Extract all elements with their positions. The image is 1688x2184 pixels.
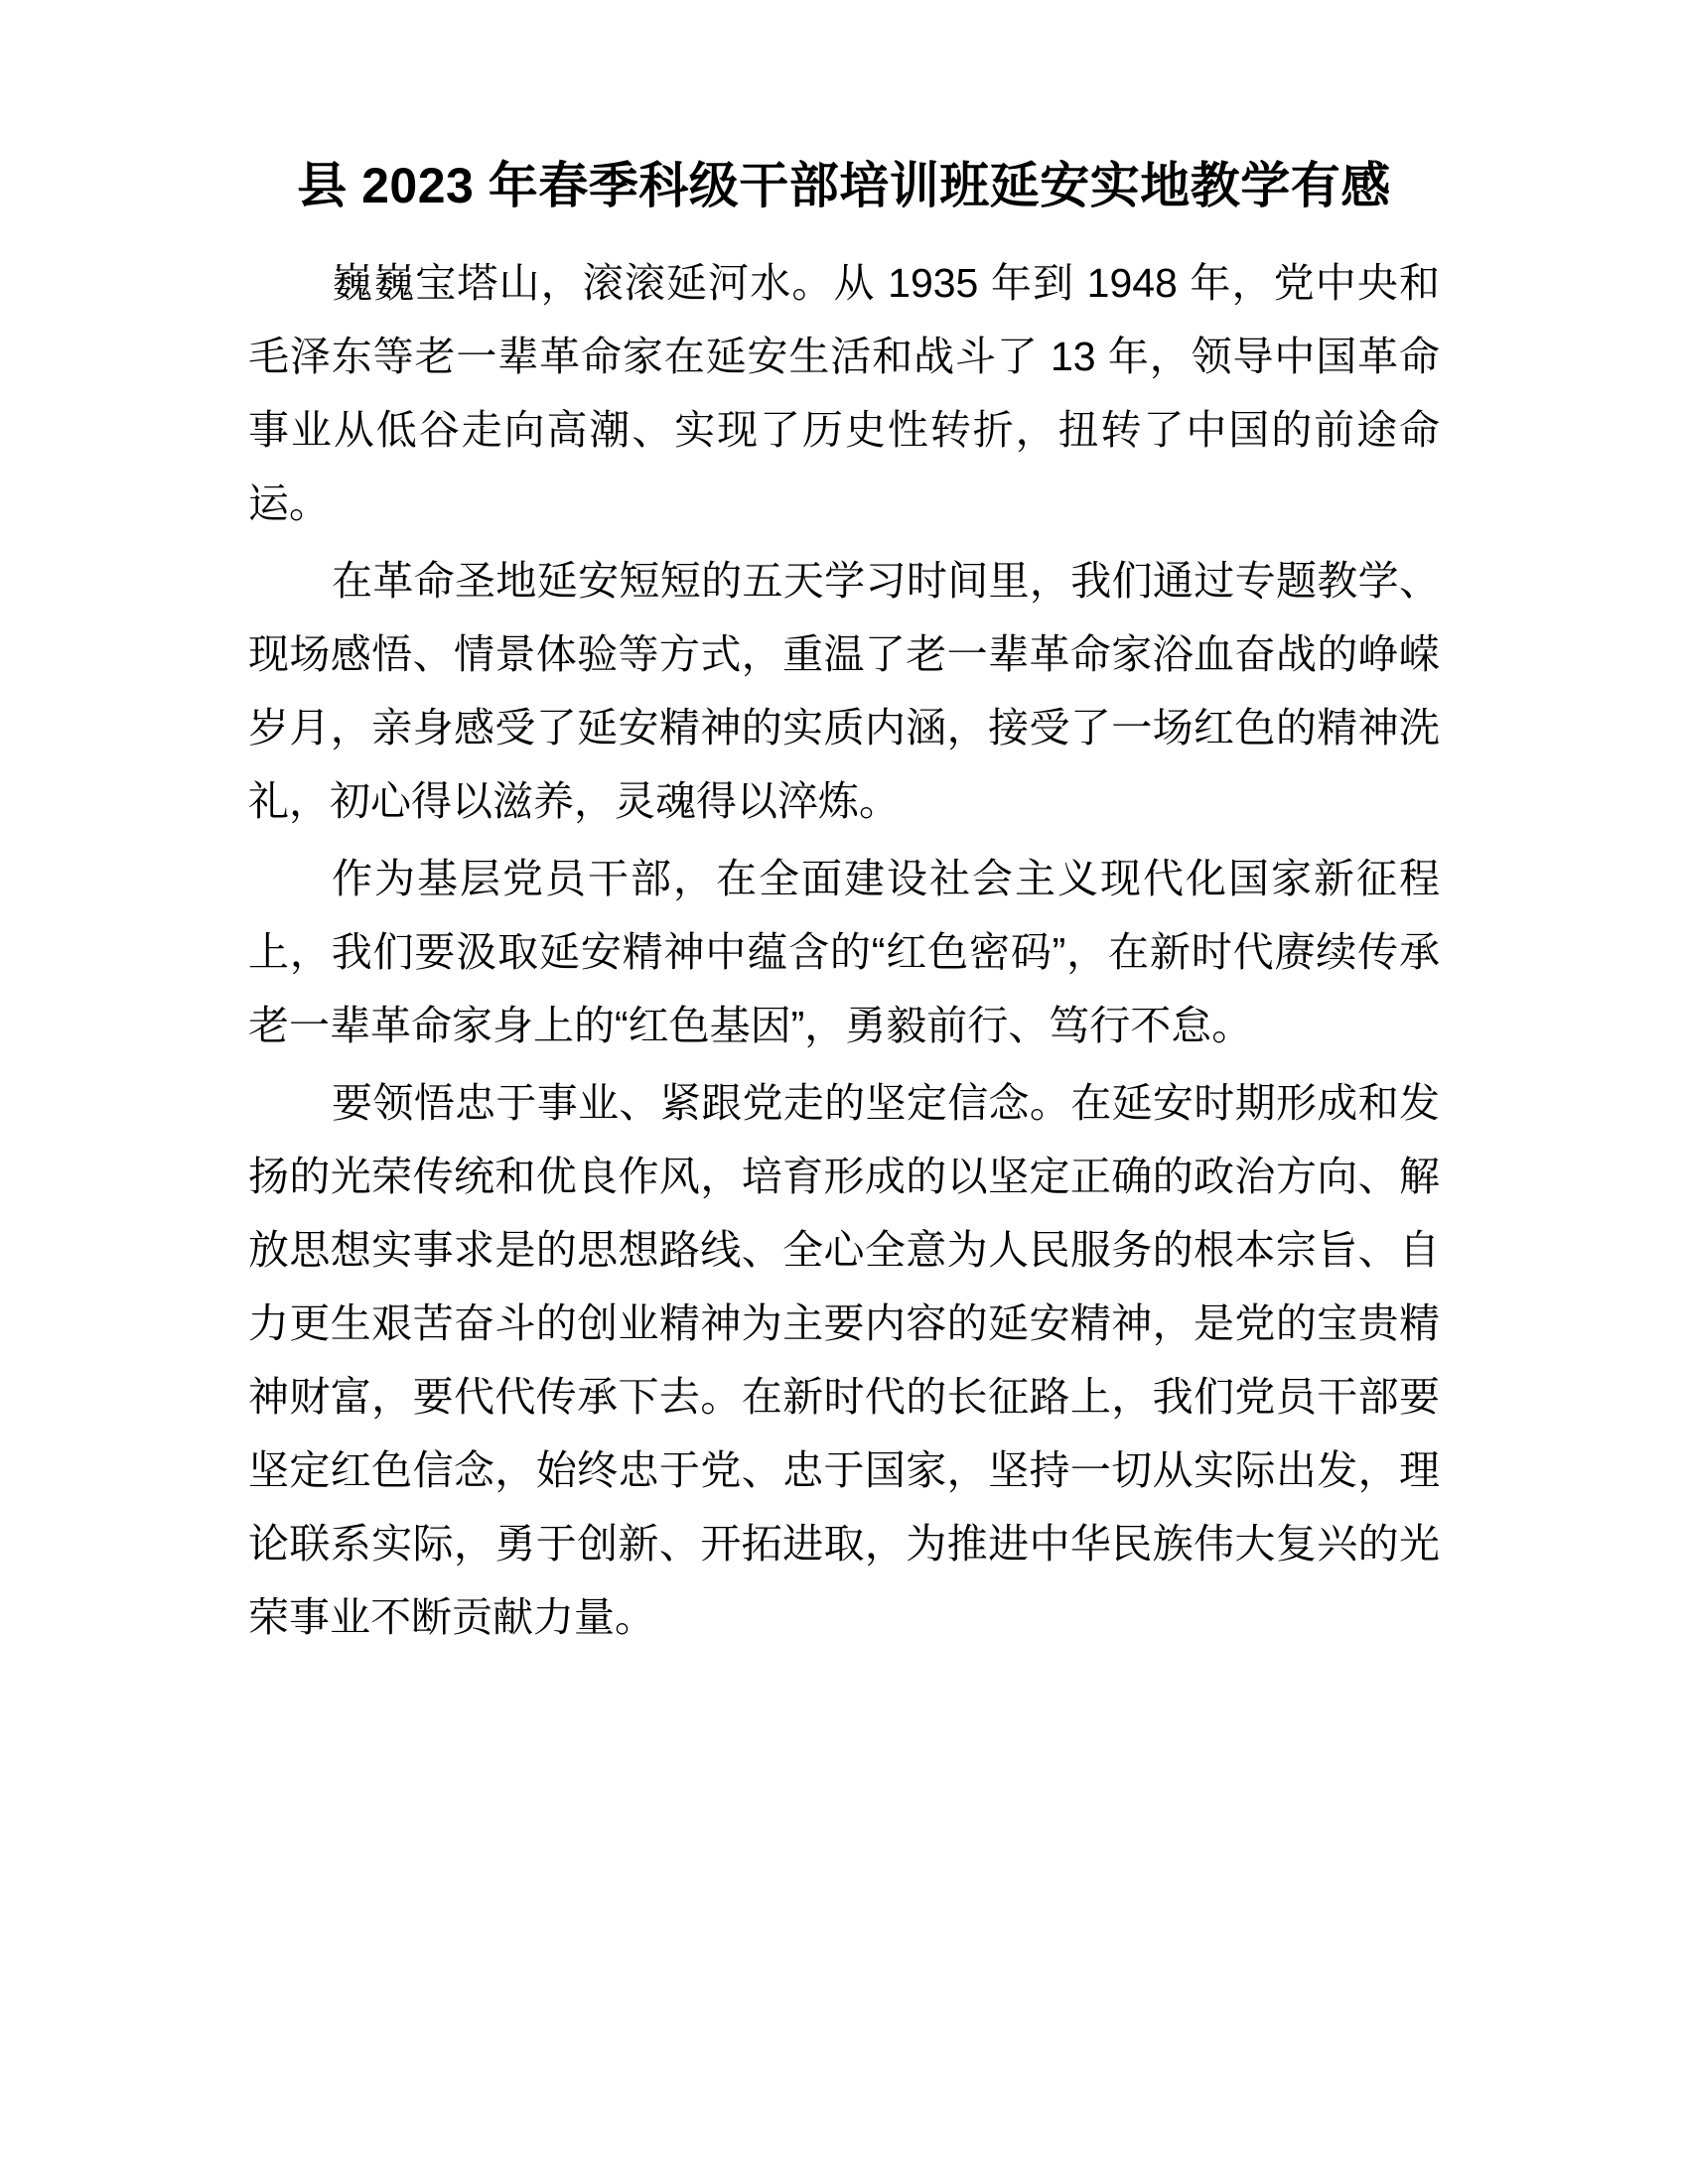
paragraph-4: 要领悟忠于事业、紧跟党走的坚定信念。在延安时期形成和发扬的光荣传统和优良作风，培育形成的以坚定正确的政治方向、解放思想实事求是的思想路线、全心全意为人民服务的根本宗旨、自力更生艰苦奋斗的创业精神为主要内容的延安精神，是党的宝贵精神财富，要代代传承下去。在新时代的长征路上，我们党员干部要坚定红色信念，始终忠于党、忠于国家，坚持一切从实际出发，理论联系实际，勇于创新、开拓进取，为推进中华民族伟大复兴的光荣事业不断贡献力量。 [248, 1080, 1440, 1640]
paragraph-2: 在革命圣地延安短短的五天学习时间里，我们通过专题教学、现场感悟、情景体验等方式，重温了老一辈革命家浴血奋战的峥嵘岁月，亲身感受了延安精神的实质内涵，接受了一场红色的精神洗礼，初心得以滋养，灵魂得以淬炼。 [248, 558, 1440, 824]
page-title: 县 2023 年春季科级干部培训班延安实地教学有感 [297, 158, 1391, 213]
paragraph-1: 巍巍宝塔山，滚滚延河水。从 1935 年到 1948 年，党中央和毛泽东等老一辈革命家在延安生活和战斗了 13 年，领导中国革命事业从低谷走向高潮、实现了历史性转折，扭转了中国的前途命运。 [248, 260, 1440, 526]
paragraph-3: 作为基层党员干部，在全面建设社会主义现代化国家新征程上，我们要汲取延安精神中蕴含的“红色密码”，在新时代赓续传承老一辈革命家身上的“红色基因”，勇毅前行、笃行不怠。 [248, 856, 1440, 1048]
document-body [248, 149, 1440, 1654]
